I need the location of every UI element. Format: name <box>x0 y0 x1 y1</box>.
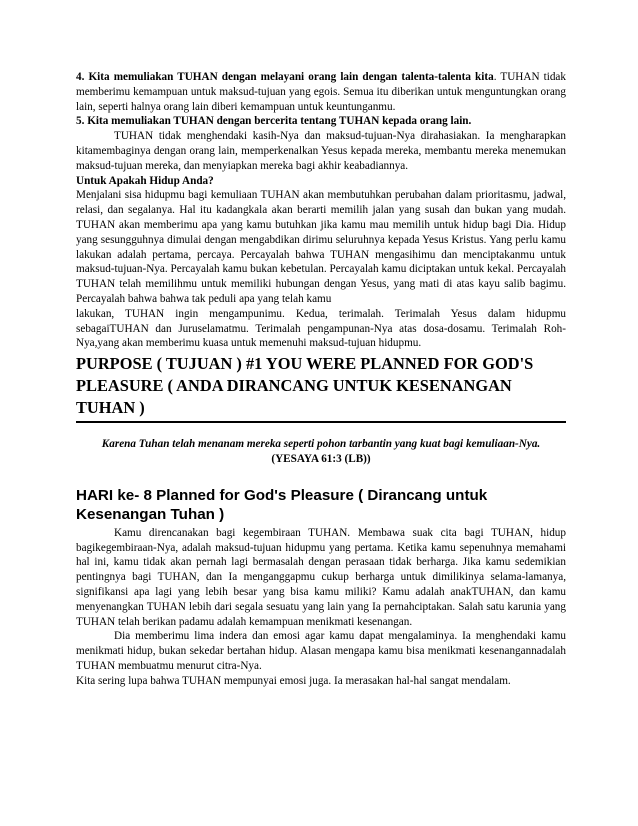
question-body-2: lakukan, TUHAN ingin mengampunimu. Kedua, terimalah. Terimalah Yesus dalam hidupmu sebagaiTUHAN dan Juruselamatmu. Terimalah pengampunan-Nya atas dosa-dosamu. Terimalah Roh-Nya,yang akan memberimu kuasa untuk memenuhi maksud-tujuan hidupmu. <box>76 307 566 350</box>
day-8-paragraph-2: Dia memberimu lima indera dan emosi agar kamu dapat mengalaminya. Ia menghendaki kamu menikmati hidup, bukan sekedar bertahan hidup. Alasan mengapa kamu bisa menikmati kesenangannadalah TUHAN membuatmu menurut citra-Nya. <box>76 630 566 672</box>
question-heading: Untuk Apakah Hidup Anda? <box>76 174 214 187</box>
point-4 <box>76 70 566 114</box>
point-4-heading: 4. Kita memuliakan TUHAN dengan melayani orang lain dengan talenta-talenta kita <box>76 71 494 83</box>
point-5-body: TUHAN tidak menghendaki kasih-Nya dan maksud-tujuan-Nya dirahasiakan. Ia mengharapkan kitamembaginya dengan orang lain, memperkenalkan Yesus kepada mereka, membantu mereka menemukan maksud-tujuan mereka, dan menyiapkan mereka bagi akhir keabadiannya. <box>76 130 566 172</box>
day-8-paragraph-1: Kamu direncanakan bagi kegembiraan TUHAN. Membawa suak cita bagi TUHAN, hidup bagikegembiraan-Nya, adalah maksud-tujuan hidupmu yang pertama. Ketika kamu sepenuhnya memahami hal ini, kamu tidak akan pernah lagi bermasalah dengan perasaan tidak berharga. Jika kamu sedemikian pentingnya bagi TUHAN, dan Ia menganggapmu cukup berharga untuk dimilikinya selama-lamanya, signifikansi apa lagi yang lebih besar yang bisa kamu miliki? Kamu adalah anakTUHAN, dan kamu menyenangkan TUHAN lebih dari segala sesuatu yang lain yang Ia pernahciptakan. Salah satu karunia yang TUHAN telah berikan padamu adalah kemampuan menikmati kesenangan. <box>76 526 566 628</box>
verse-reference: (YESAYA 61:3 (LB)) <box>271 452 371 465</box>
purpose-heading <box>76 353 566 423</box>
document-page <box>76 70 566 689</box>
verse-text: Karena Tuhan telah menanam mereka seperti pohon tarbantin yang kuat bagi kemuliaan-Nya. <box>101 438 541 451</box>
day-8-paragraph-3: Kita sering lupa bahwa TUHAN mempunyai emosi juga. Ia merasakan hal-hal sangat mendalam. <box>76 674 511 687</box>
point-5-heading: 5. Kita memuliakan TUHAN dengan bercerita tentang TUHAN kepada orang lain. <box>76 115 472 128</box>
day-8-heading: HARI ke- 8 Planned for God's Pleasure ( Dirancang untuk Kesenangan Tuhan ) <box>76 486 488 523</box>
purpose-heading-line-3: TUHAN ) <box>76 398 145 418</box>
point-4-body: TUHAN tidak memberimu kemampuan untuk maksud-tujuan yang egois. Semua itu diberikan untuk menguntungkan orang lain, seperti halnya orang lain diberi kemampuan untuk keuntunganmu. <box>76 71 566 113</box>
question-body-1: Menjalani sisa hidupmu bagi kemuliaan TUHAN akan membutuhkan perubahan dalam prioritasmu, jadwal, relasi, dan segalanya. Hal itu kadangkala akan berarti memilih jalan yang susah dan bukan yang mudah. TUHAN akan memberimu apa yang kamu butuhkan jika kamu mau memilih untuk hidup bagi Dia. Hidup yang sesungguhnya dimulai dengan mengabdikan dirimu seluruhnya kepada Yesus Kristus. Yang perlu kamu lakukan adalah pertama, percaya. Percayalah bahwa TUHAN mengasihimu dan menciptakanmu untuk maksud-tujuan-Nya. Percayalah kamu bukan kebetulan. Percayalah kamu diciptakan untuk kekal. Percayalah TUHAN telah memilihmu untuk memiliki hubungan dengan Yesus, yang mati di atas kayu salib bagimu. Percayalah bahwa bahwa tak peduli apa yang telah kamu <box>76 189 566 305</box>
point-4-dot: . <box>493 71 497 83</box>
purpose-heading-line-2: PLEASURE ( ANDA DIRANCANG UNTUK KESENANGAN <box>76 376 512 396</box>
purpose-heading-line-1: PURPOSE ( TUJUAN ) #1 YOU WERE PLANNED FOR GOD'S <box>76 354 534 374</box>
